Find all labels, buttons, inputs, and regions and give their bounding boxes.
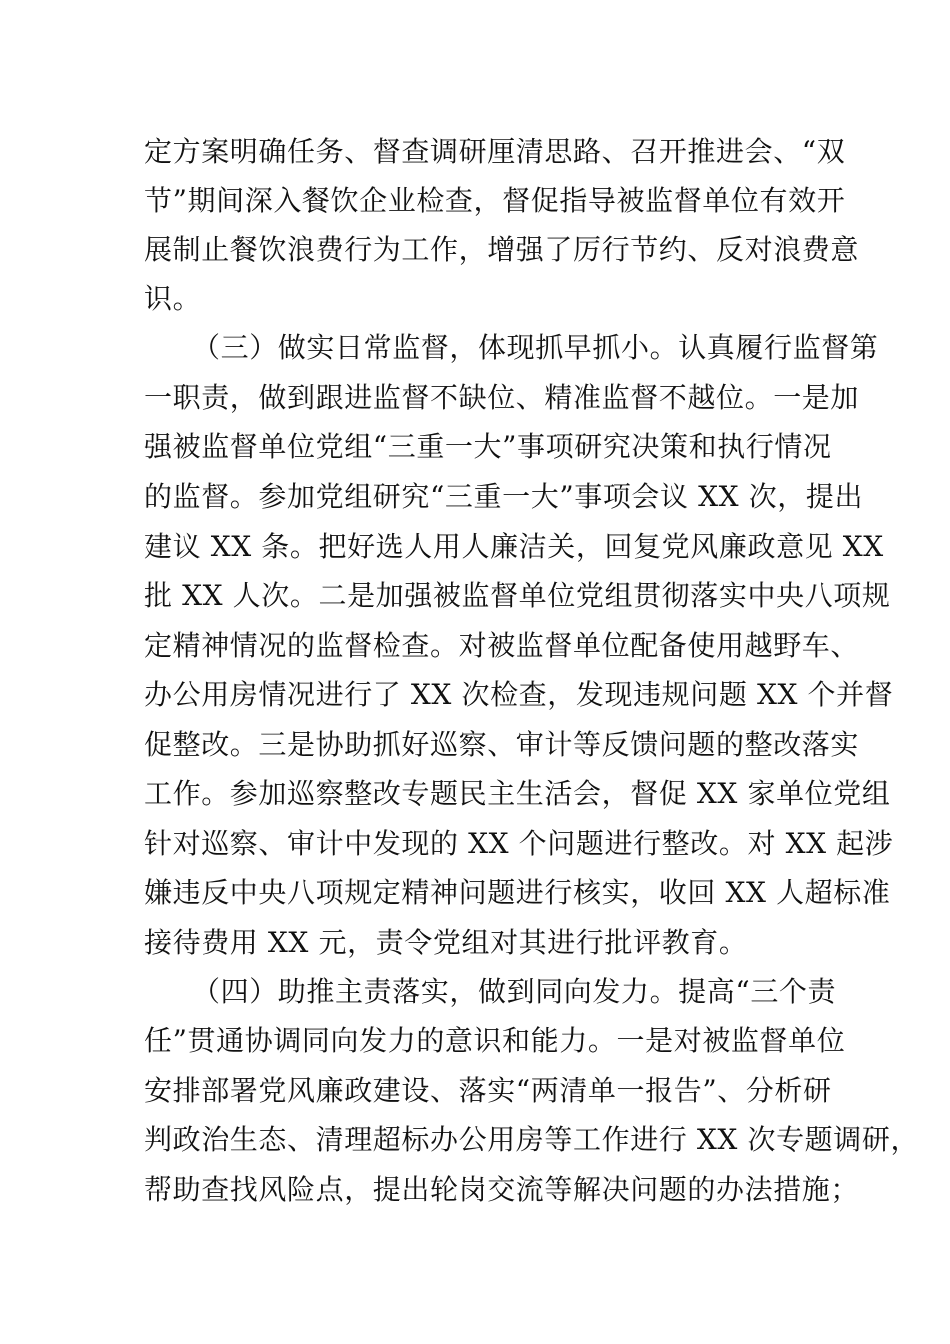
text-line: 节”期间深入餐饮企业检查，督促指导被监督单位有效开: [144, 184, 846, 217]
text-line: 识。: [144, 282, 202, 315]
text-line: 一职责，做到跟进监督不缺位、精准监督不越位。一是加: [144, 381, 860, 414]
text-line: 定方案明确任务、督查调研厘清思路、召开推进会、“双: [144, 135, 846, 168]
text-line: 帮助查找风险点，提出轮岗交流等解决问题的办法措施；: [144, 1173, 860, 1206]
text-line: （四）助推主责落实，做到同向发力。提高“三个责: [192, 975, 837, 1008]
text-line: 办公用房情况进行了 XX 次检查，发现违规问题 XX 个并督: [144, 678, 894, 711]
text-line: （三）做实日常监督，体现抓早抓小。认真履行监督第: [192, 331, 879, 364]
text-line: 工作。参加巡察整改专题民主生活会，督促 XX 家单位党组: [144, 777, 891, 810]
text-line: 任”贯通协调同向发力的意识和能力。一是对被监督单位: [144, 1024, 846, 1057]
text-line: 定精神情况的监督检查。对被监督单位配备使用越野车、: [144, 629, 860, 662]
text-line: 嫌违反中央八项规定精神问题进行核实，收回 XX 人超标准: [144, 876, 891, 909]
text-line: 针对巡察、审计中发现的 XX 个问题进行整改。对 XX 起涉: [144, 827, 894, 860]
text-line: 促整改。三是协助抓好巡察、审计等反馈问题的整改落实: [144, 728, 860, 761]
text-line: 判政治生态、清理超标办公用房等工作进行 XX 次专题调研，: [144, 1123, 920, 1156]
text-line: 安排部署党风廉政建设、落实“两清单一报告”、分析研: [144, 1074, 832, 1107]
text-line: 的监督。参加党组研究“三重一大”事项会议 XX 次，提出: [144, 480, 864, 513]
text-line: 批 XX 人次。二是加强被监督单位党组贯彻落实中央八项规: [144, 579, 891, 612]
text-line: 接待费用 XX 元，责令党组对其进行批评教育。: [144, 926, 748, 959]
text-line: 建议 XX 条。把好选人用人廉洁关，回复党风廉政意见 XX: [144, 530, 884, 563]
text-line: 展制止餐饮浪费行为工作，增强了厉行节约、反对浪费意: [144, 233, 860, 266]
text-line: 强被监督单位党组“三重一大”事项研究决策和执行情况: [144, 430, 832, 463]
